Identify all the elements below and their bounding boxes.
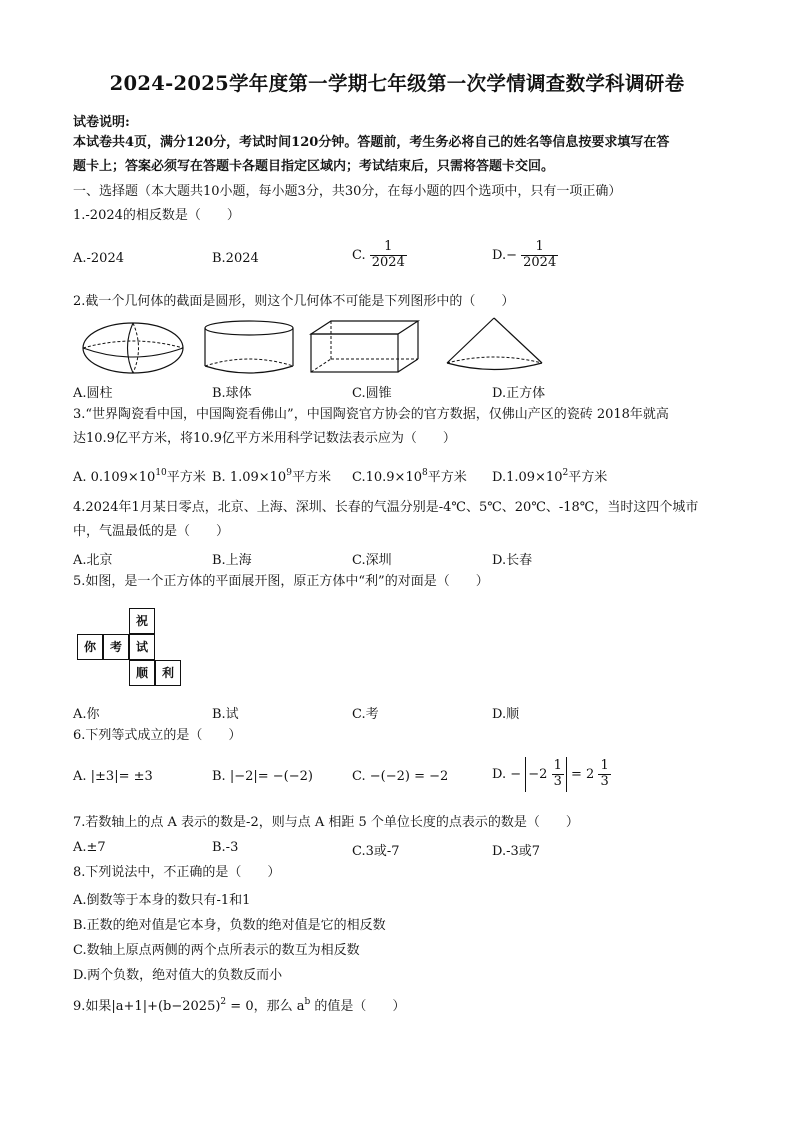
net-cell: 考	[103, 634, 129, 660]
q3-b-exponent: 9	[286, 468, 292, 478]
fraction-numerator: 1	[553, 758, 562, 773]
cone-figure	[444, 316, 546, 376]
q7-option-d: D.-3或7	[492, 844, 541, 859]
q6-option-d	[492, 757, 611, 792]
q1-c-fraction	[370, 240, 407, 271]
q4-option-d: D.长春	[492, 553, 533, 568]
q7-option-b: B.-3	[212, 840, 239, 855]
q2-option-d: D.正方体	[492, 386, 546, 401]
q5-option-d: D.顺	[492, 707, 520, 722]
q6-stem: 6.下列等式成立的是（ ）	[73, 728, 242, 743]
q9-middle: = 0，那么 a	[230, 999, 305, 1014]
q6-option-a: A. |±3|= ±3	[73, 769, 153, 784]
net-cell: 试	[129, 634, 155, 660]
fraction-denominator: 2024	[523, 254, 557, 270]
q3-a-base: A. 0.109×10	[73, 470, 156, 485]
q3-option-b	[212, 466, 331, 485]
q2-option-c: C.圆锥	[352, 386, 392, 401]
notes-heading: 试卷说明:	[73, 115, 130, 130]
fraction-denominator: 3	[553, 773, 562, 789]
q1-option-b: B.2024	[212, 251, 259, 266]
q4-line-1: 4.2024年1月某日零点，北京、上海、深圳、长春的气温分别是-4℃、5℃、20℃、-18℃，当时这四个城市	[73, 500, 699, 515]
q8-stem: 8.下列说法中，不正确的是（ ）	[73, 865, 281, 880]
q3-option-d	[492, 466, 607, 485]
q3-b-base: B. 1.09×10	[212, 470, 287, 485]
q3-c-exponent: 8	[422, 468, 428, 478]
q3-a-unit: 平方米	[166, 470, 206, 485]
q6-d-inner: −2	[528, 766, 548, 782]
q1-d-label: D.−	[492, 247, 517, 263]
q5-option-b: B.试	[212, 707, 239, 722]
q3-d-exponent: 2	[562, 468, 569, 478]
q1-option-a: A.-2024	[73, 251, 124, 266]
q9-exponent-b: b	[304, 997, 311, 1007]
q6-d-inner-fraction	[552, 759, 564, 790]
q9-stem	[73, 998, 405, 1016]
fraction-numerator: 1	[384, 239, 393, 254]
q2-option-b: B.球体	[212, 386, 252, 401]
q4-line-2: 中，气温最低的是（ ）	[73, 524, 230, 539]
q9-exponent: 2	[220, 997, 227, 1007]
q7-stem: 7.若数轴上的点 A 表示的数是-2，则与点 A 相距 5 个单位长度的点表示的数是（ ）	[73, 815, 579, 830]
q9-prefix: 9.如果|a+1|+(b−2025)	[73, 999, 221, 1014]
q3-line-1: 3.“世界陶瓷看中国，中国陶瓷看佛山”，中国陶瓷官方协会的官方数据，仅佛山产区的瓷砖 2018年就高	[73, 407, 669, 422]
fraction-denominator: 2024	[371, 254, 405, 270]
notes-line-1: 本试卷共4页，满分120分，考试时间120分钟。答题前，考生务必将自己的姓名等信息按要求填写在答	[73, 135, 670, 150]
q3-b-unit: 平方米	[291, 470, 331, 485]
q1-option-d	[492, 240, 558, 271]
q8-option-b: B.正数的绝对值是它本身，负数的绝对值是它的相反数	[73, 918, 386, 933]
q3-c-unit: 平方米	[427, 470, 467, 485]
fraction-denominator: 3	[600, 773, 609, 789]
q8-option-a: A.倒数等于本身的数只有-1和1	[73, 893, 251, 908]
q5-option-a: A.你	[73, 707, 100, 722]
q1-stem: 1.-2024的相反数是（ ）	[73, 208, 240, 223]
q3-c-base: C.10.9×10	[352, 470, 422, 485]
section-heading: 一、选择题（本大题共10小题，每小题3分，共30分，在每小题的四个选项中，只有一项正确）	[73, 184, 622, 199]
q3-line-2: 达10.9亿平方米，将10.9亿平方米用科学记数法表示应为（ ）	[73, 431, 456, 446]
q1-c-label: C.	[352, 247, 366, 263]
q4-option-a: A.北京	[73, 553, 113, 568]
net-cell: 利	[155, 660, 181, 686]
q8-option-c: C.数轴上原点两侧的两个点所表示的数互为相反数	[73, 943, 360, 958]
q5-stem: 5.如图，是一个正方体的平面展开图，原正方体中“利”的对面是（ ）	[73, 574, 489, 589]
q3-d-unit: 平方米	[568, 470, 608, 485]
q3-a-exponent: 10	[155, 468, 167, 478]
exam-title: 2024-2025学年度第一学期七年级第一次学情调查数学科调研卷	[109, 72, 685, 95]
q7-option-a: A.±7	[73, 840, 106, 855]
q3-d-base: D.1.09×10	[492, 470, 563, 485]
q6-d-label: D. −	[492, 766, 522, 782]
q1-option-c	[352, 240, 407, 271]
q2-stem: 2.截一个几何体的截面是圆形，则这个几何体不可能是下列图形中的（ ）	[73, 294, 515, 309]
q4-option-c: C.深圳	[352, 553, 392, 568]
q8-option-d: D.两个负数，绝对值大的负数反而小	[73, 968, 283, 983]
cuboid-figure	[308, 318, 422, 376]
q9-suffix: 的值是（ ）	[314, 999, 406, 1014]
sphere-figure	[80, 322, 190, 376]
q7-option-c: C.3或-7	[352, 844, 400, 859]
fraction-numerator: 1	[600, 758, 609, 773]
q4-option-b: B.上海	[212, 553, 252, 568]
q6-d-equals: = 2	[571, 766, 595, 782]
q3-option-c	[352, 466, 467, 485]
net-cell: 顺	[129, 660, 155, 686]
q5-option-c: C.考	[352, 707, 379, 722]
q6-option-b: B. |−2|= −(−2)	[212, 769, 313, 784]
notes-line-2: 题卡上；答案必须写在答题卡各题目指定区域内；考试结束后，只需将答题卡交回。	[73, 159, 555, 174]
absolute-value	[525, 757, 567, 792]
q1-d-fraction	[521, 240, 558, 271]
net-cell: 你	[77, 634, 103, 660]
q3-option-a	[73, 466, 206, 485]
q6-option-c: C. −(−2) = −2	[352, 769, 449, 784]
q6-d-rhs-fraction	[598, 759, 610, 790]
q2-option-a: A.圆柱	[73, 386, 113, 401]
cylinder-figure	[202, 320, 298, 376]
fraction-numerator: 1	[535, 239, 544, 254]
net-cell: 祝	[129, 608, 155, 634]
